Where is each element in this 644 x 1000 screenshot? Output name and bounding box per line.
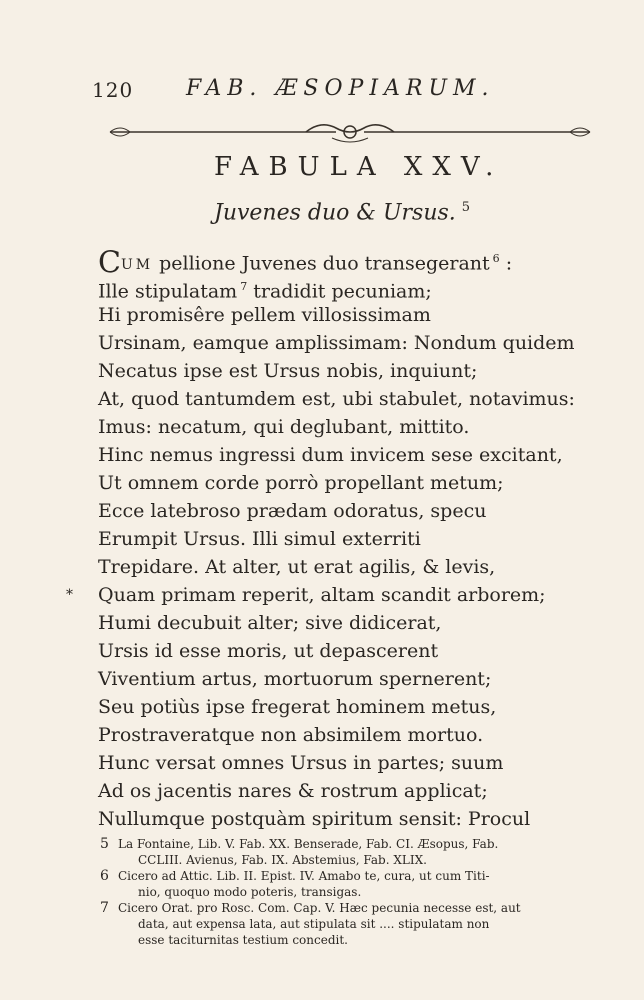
footnote-text: Cicero ad Attic. Lib. II. Epist. IV. Amabo te, cura, ut cum Titi- <box>118 869 490 883</box>
poem-line <box>98 245 578 281</box>
fable-subtitle <box>214 200 470 225</box>
footnote-text-continued: esse taciturnitas testium concedit. <box>138 933 348 947</box>
note-ref: 7 <box>240 280 248 293</box>
margin-star-mark: * <box>66 587 73 603</box>
initial-letter: C <box>98 245 121 281</box>
poem-line: Hunc versat omnes Ursus in partes; suum <box>98 752 504 774</box>
poem-line: Ad os jacentis nares & rostrum applicat; <box>98 780 488 802</box>
footnote-text-continued: CCLIII. Avienus, Fab. IX. Abstemius, Fab. XLIX. <box>138 853 427 867</box>
subtitle-text: Juvenes duo & Ursus. <box>214 200 456 226</box>
footnote-text-continued: nio, quoquo modo poteris, transigas. <box>138 885 362 899</box>
subtitle-note-ref: 5 <box>461 200 471 215</box>
poem-line: Erumpit Ursus. Illi simul exterriti <box>98 528 421 550</box>
poem-line: Hi promisêre pellem villosissimam <box>98 304 431 326</box>
footnote <box>100 836 618 868</box>
poem-line-text: pellione Juvenes duo transegerant <box>159 252 490 275</box>
poem-line: Trepidare. At alter, ut erat agilis, & levis, <box>98 556 496 578</box>
poem-line: Ursinam, eamque amplissimam: Nondum quidem <box>98 332 575 354</box>
footnote-number: 7 <box>100 900 109 916</box>
page-number: 120 <box>92 78 134 102</box>
footnote <box>100 900 618 948</box>
footnotes <box>100 836 618 948</box>
poem-line: Hinc nemus ingressi dum invicem sese excitant, <box>98 444 563 466</box>
poem-line <box>66 581 578 609</box>
poem-line <box>98 273 578 301</box>
poem-line: Imus: necatum, qui deglubant, mittito. <box>98 416 470 438</box>
poem-line: Nullumque postquàm spiritum sensit: Procul <box>98 808 531 830</box>
poem-line-text: Quam primam reperit, altam scandit arborem; <box>98 584 546 606</box>
poem-line-text: Ille stipulatam <box>98 280 238 303</box>
footnote-text-continued: data, aut expensa lata, aut stipulata sit .... stipulatam non <box>138 917 490 931</box>
poem-line: Viventium artus, mortuorum spernerent; <box>98 668 492 690</box>
poem-body <box>66 245 578 833</box>
poem-line: Ursis id esse moris, ut depascerent <box>98 640 439 662</box>
footnote-number: 5 <box>100 836 109 852</box>
punctuation: : <box>505 252 513 275</box>
footnote <box>100 868 618 900</box>
poem-line: Humi decubuit alter; sive didicerat, <box>98 612 442 634</box>
poem-line: Seu potiùs ipse fregerat hominem metus, <box>98 696 497 718</box>
poem-line-text: tradidit pecuniam; <box>253 280 432 303</box>
footnote-text: La Fontaine, Lib. V. Fab. XX. Benserade, Fab. CI. Æsopus, Fab. <box>118 837 499 851</box>
page-header <box>92 76 522 106</box>
running-title: FAB. ÆSOPIARUM. <box>186 76 495 101</box>
poem-line: Prostraveratque non absimilem mortuo. <box>98 724 484 746</box>
fable-title: FABULA XXV. <box>214 152 504 182</box>
poem-line: At, quod tantumdem est, ubi stabulet, notavimus: <box>98 388 575 410</box>
decorative-rule-ornament <box>106 118 594 146</box>
footnote-number: 6 <box>100 868 109 884</box>
footnote-text: Cicero Orat. pro Rosc. Com. Cap. V. Hæc pecunia necesse est, aut <box>118 901 521 915</box>
poem-line: Ecce latebroso prædam odoratus, specu <box>98 500 487 522</box>
poem-line: Necatus ipse est Ursus nobis, inquiunt; <box>98 360 478 382</box>
note-ref: 6 <box>492 252 500 265</box>
small-caps-word: UM <box>120 257 154 274</box>
poem-line: Ut omnem corde porrò propellant metum; <box>98 472 504 494</box>
